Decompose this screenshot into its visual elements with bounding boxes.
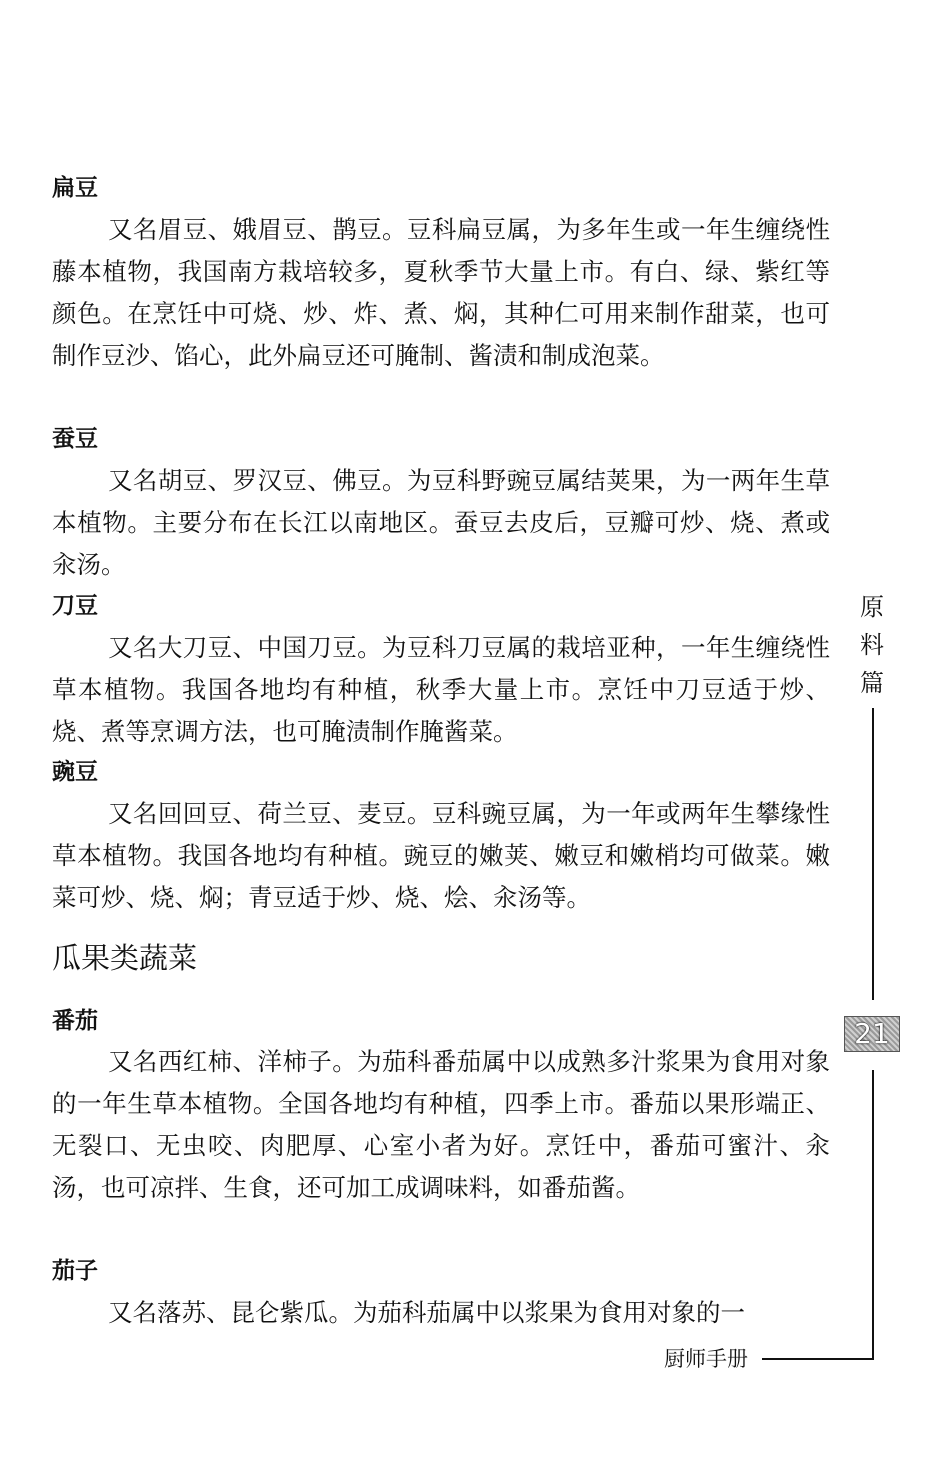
entry-title-wandou: 豌豆 [52, 759, 98, 785]
entry-title-fanqie: 番茄 [52, 1008, 98, 1034]
page-number: 21 [844, 1016, 900, 1052]
side-label-char: 料 [860, 631, 884, 659]
entry-title-candou: 蚕豆 [52, 426, 98, 452]
entry-title-qiezi: 茄子 [52, 1258, 98, 1284]
entry-text-qiezi: 又名落苏、昆仑紫瓜。为茄科茄属中以浆果为食用对象的一 [108, 1298, 745, 1327]
entry-text-biandou: 又名眉豆、娥眉豆、鹊豆。豆科扁豆属，为多年生或一年生缠绕性藤本植物，我国南方栽培较多，夏秋季节大量上市。有白、绿、紫红等颜色。在烹饪中可烧、炒、炸、煮、焖，其种仁可用来制作甜菜，也可制作豆沙、馅心，此外扁豆还可腌制、酱渍和制成泡菜。 [52, 215, 830, 370]
entry-title-daodou: 刀豆 [52, 593, 98, 619]
side-rule-upper [872, 708, 874, 1000]
side-chapter-label [857, 588, 887, 702]
footer-rule [762, 1358, 873, 1360]
entry-text-candou: 又名胡豆、罗汉豆、佛豆。为豆科野豌豆属结荚果，为一两年生草本植物。主要分布在长江以南地区。蚕豆去皮后，豆瓣可炒、烧、煮或汆汤。 [52, 466, 830, 579]
section-title: 瓜果类蔬菜 [52, 941, 198, 975]
side-rule-lower [872, 1070, 874, 1360]
footer-book-title: 厨师手册 [664, 1347, 748, 1371]
entry-text-wandou: 又名回回豆、荷兰豆、麦豆。豆科豌豆属，为一年或两年生攀缘性草本植物。我国各地均有种植。豌豆的嫩荚、嫩豆和嫩梢均可做菜。嫩菜可炒、烧、焖；青豆适于炒、烧、烩、汆汤等。 [52, 799, 830, 912]
entry-text-fanqie: 又名西红柿、洋柿子。为茄科番茄属中以成熟多汁浆果为食用对象的一年生草本植物。全国各地均有种植，四季上市。番茄以果形端正、无裂口、无虫咬、肉肥厚、心室小者为好。烹饪中，番茄可蜜汁、汆汤，也可凉拌、生食，还可加工成调味料，如番茄酱。 [52, 1047, 830, 1202]
side-label-char: 原 [860, 593, 884, 621]
side-label-char: 篇 [860, 669, 884, 697]
entry-title-biandou: 扁豆 [52, 175, 98, 201]
entry-text-daodou: 又名大刀豆、中国刀豆。为豆科刀豆属的栽培亚种，一年生缠绕性草本植物。我国各地均有种植，秋季大量上市。烹饪中刀豆适于炒、烧、煮等烹调方法，也可腌渍制作腌酱菜。 [52, 633, 830, 746]
